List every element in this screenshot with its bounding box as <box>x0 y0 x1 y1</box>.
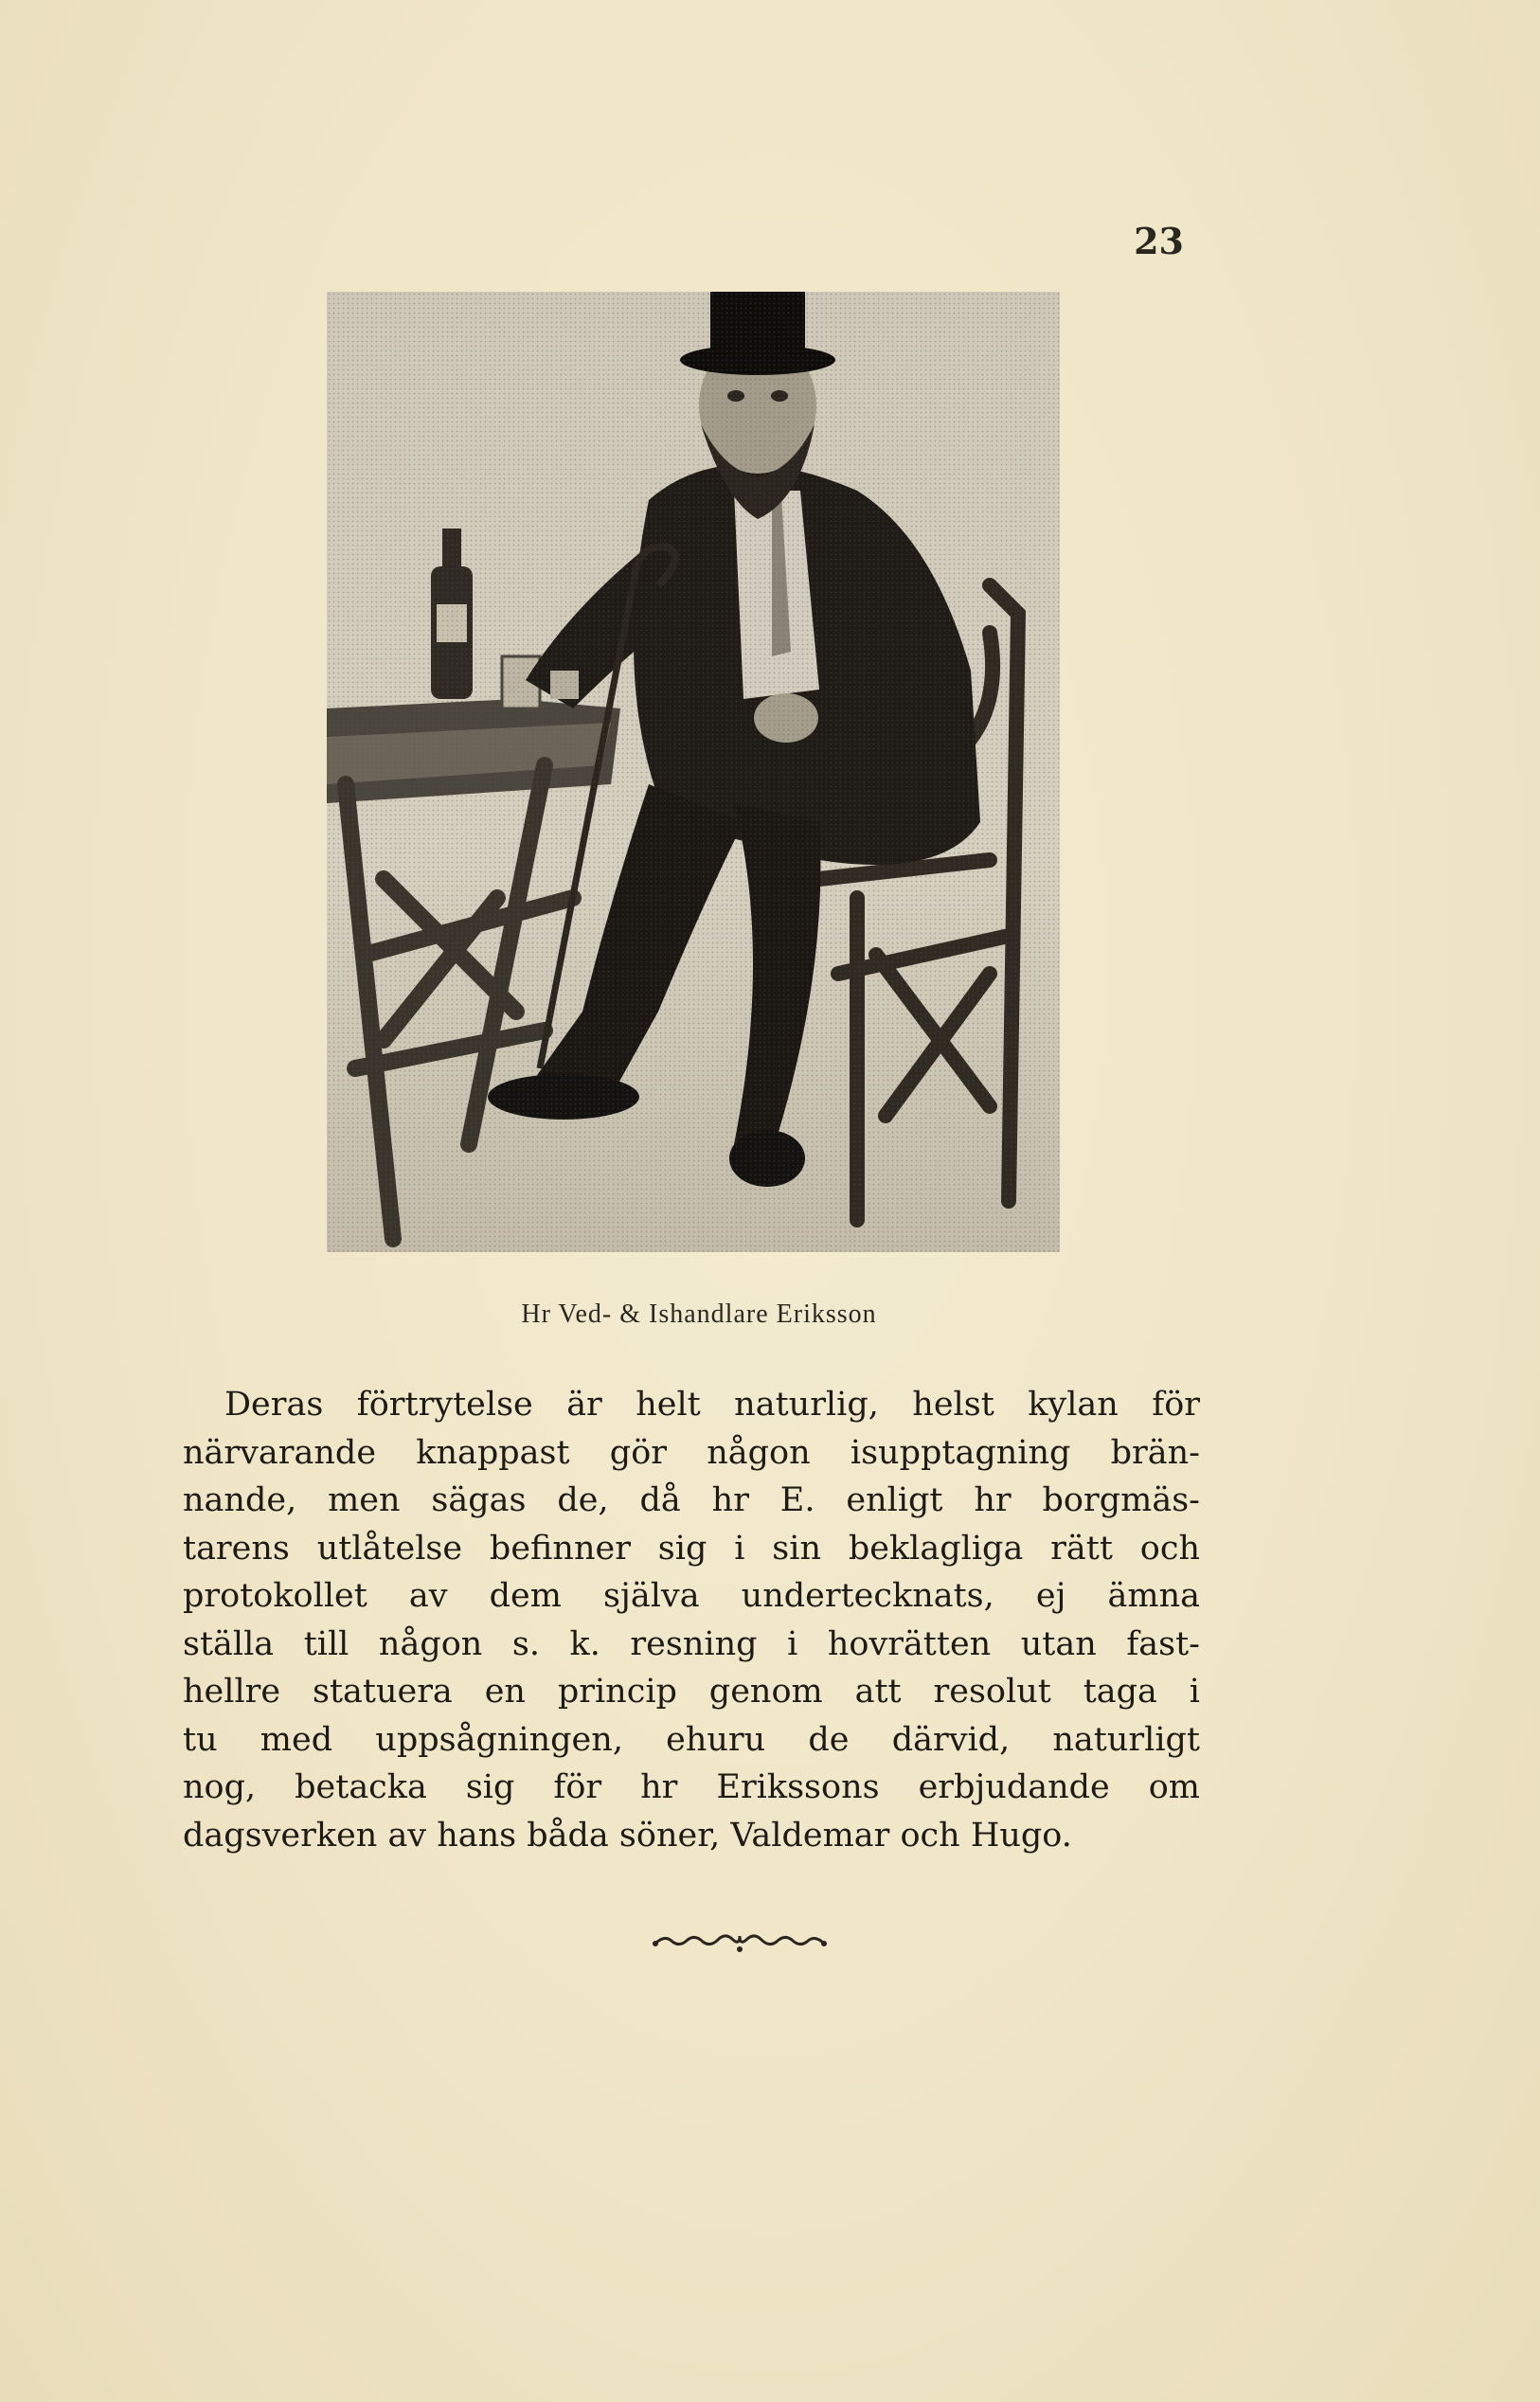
page-number: 23 <box>1134 220 1184 262</box>
text-line: nog, betacka sig för hr Erikssons erbjudande om <box>183 1768 1200 1806</box>
text-line: Deras förtrytelse är helt naturlig, helst kylan för <box>224 1386 1200 1424</box>
body-paragraph <box>183 1381 1200 1859</box>
text-line: ställa till någon s. k. resning i hovrätten utan fast- <box>183 1624 1200 1663</box>
figure-caption: Hr Ved- & Ishandlare Eriksson <box>521 1300 877 1329</box>
text-line: dagsverken av hans båda söner, Valdemar och Hugo. <box>183 1816 1072 1855</box>
portrait-photo <box>327 292 1060 1252</box>
text-line: protokollet av dem själva undertecknats, ej ämna <box>183 1577 1200 1615</box>
text-line: hellre statuera en princip genom att resolut taga i <box>183 1673 1200 1711</box>
flourish-ornament-icon <box>652 1927 828 1955</box>
text-line: närvarande knappast gör någon isupptagning brän- <box>183 1433 1200 1472</box>
text-line: tu med uppsågningen, ehuru de därvid, naturligt <box>183 1720 1200 1759</box>
text-line: tarens utlåtelse befinner sig i sin beklagliga rätt och <box>183 1529 1200 1568</box>
text-line: nande, men sägas de, då hr E. enligt hr borgmäs- <box>183 1481 1200 1519</box>
